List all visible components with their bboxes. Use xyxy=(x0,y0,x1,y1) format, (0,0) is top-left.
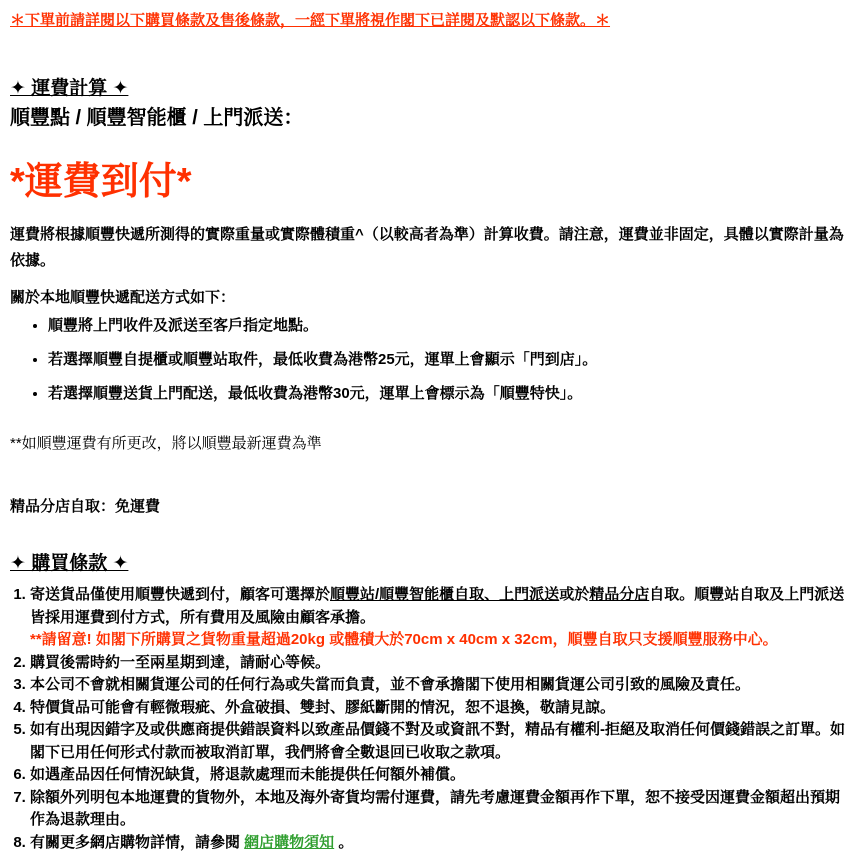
fee-change-note: **如順豐運費有所更改，將以順豐最新運費為準 xyxy=(10,434,322,452)
shipping-methods-subheading: 順豐點 / 順豐智能櫃 / 上門派送： xyxy=(10,106,304,129)
shipping-calc-heading: ✦ 運費計算 ✦ xyxy=(10,78,129,99)
term-item-7: 7. 除額外列明包本地運費的貨物外，本地及海外寄貨均需付運費，請先考慮運費金額再作下單，恕不接受因運費金額超出預期作為退款理由。 xyxy=(30,787,851,832)
term-underlined-text: 精品分店 xyxy=(589,586,650,604)
term-item-6: 6. 如遇產品因任何情況缺貨，將退款處理而未能提供任何額外補償。 xyxy=(30,764,851,787)
top-notice: ＊下單前請詳閱以下購買條款及售後條款，一經下單將視作閣下已詳閱及默認以下條款。＊ xyxy=(10,12,611,29)
term-text: 或於 xyxy=(559,586,590,604)
shop-guide-link[interactable]: 網店購物須知 xyxy=(244,833,335,851)
term-item-4: 4. 特價貨品可能會有輕微瑕疵、外盒破損、雙封、膠紙斷開的情況，恕不退換，敬請見諒。 xyxy=(30,697,851,720)
purchase-terms-heading: ✦ 購買條款 ✦ xyxy=(10,552,129,574)
store-pickup-line: 精品分店自取：免運費 xyxy=(10,497,161,515)
term-text: 寄送貨品僅使用順豐快遞到付，顧客可選擇於 xyxy=(30,586,331,604)
freight-collect-highlight: *運費到付* xyxy=(10,160,192,203)
shipping-fee-paragraph: 運費將根據順豐快遞所測得的實際重量或實際體積重^（以較高者為準）計算收費。請注意，運費並非固定，具體以實際計量為依據。 xyxy=(10,226,844,269)
term-item-5: 5. 如有出現因錯字及或供應商提供錯誤資料以致產品價錢不對及或資訊不對，精品有權利-拒絕及取消任何價錢錯誤之訂單。如閣下已用任何形式付款而被取消訂單，我們將會全數退回已收取之款項。 xyxy=(30,719,851,764)
list-item: • 若選擇順豐自提櫃或順豐站取件，最低收費為港幣25元，運單上會顯示「門到店」。 xyxy=(48,351,851,369)
list-item: • 若選擇順豐送貨上門配送，最低收費為港幣30元，運單上會標示為「順豐特快」。 xyxy=(48,385,851,403)
delivery-methods-list xyxy=(10,317,851,403)
term-text: 。 xyxy=(334,833,354,851)
term-underlined-text: 順豐站/順豐智能櫃自取、上門派送 xyxy=(330,586,560,604)
purchase-terms-list xyxy=(10,584,851,854)
delivery-methods-intro: 關於本地順豐快遞配送方式如下： xyxy=(10,289,236,307)
term-text: 自取。順豐站自取及上門派送皆採用運費到付方式，所有費用及風險由顧客承擔。 xyxy=(30,586,845,626)
term-text: 有關更多網店購物詳情，請參閱 xyxy=(30,833,245,851)
term-item-3: 3. 本公司不會就相關貨運公司的任何行為或失當而負責，並不會承擔閣下使用相關貨運公司引致的風險及責任。 xyxy=(30,674,851,697)
terms-page xyxy=(10,12,851,854)
list-item: • 順豐將上門收件及派送至客戶指定地點。 xyxy=(48,317,851,335)
term-item-2: 2. 購買後需時約一至兩星期到達，請耐心等候。 xyxy=(30,652,851,675)
weight-limit-warning: **請留意! 如閣下所購買之貨物重量超過20kg 或體積大於70cm x 40cm x 32cm，順豐自取只支援順豐服務中心。 xyxy=(30,631,778,649)
term-item-8 xyxy=(30,832,851,855)
term-item-1 xyxy=(30,584,851,652)
